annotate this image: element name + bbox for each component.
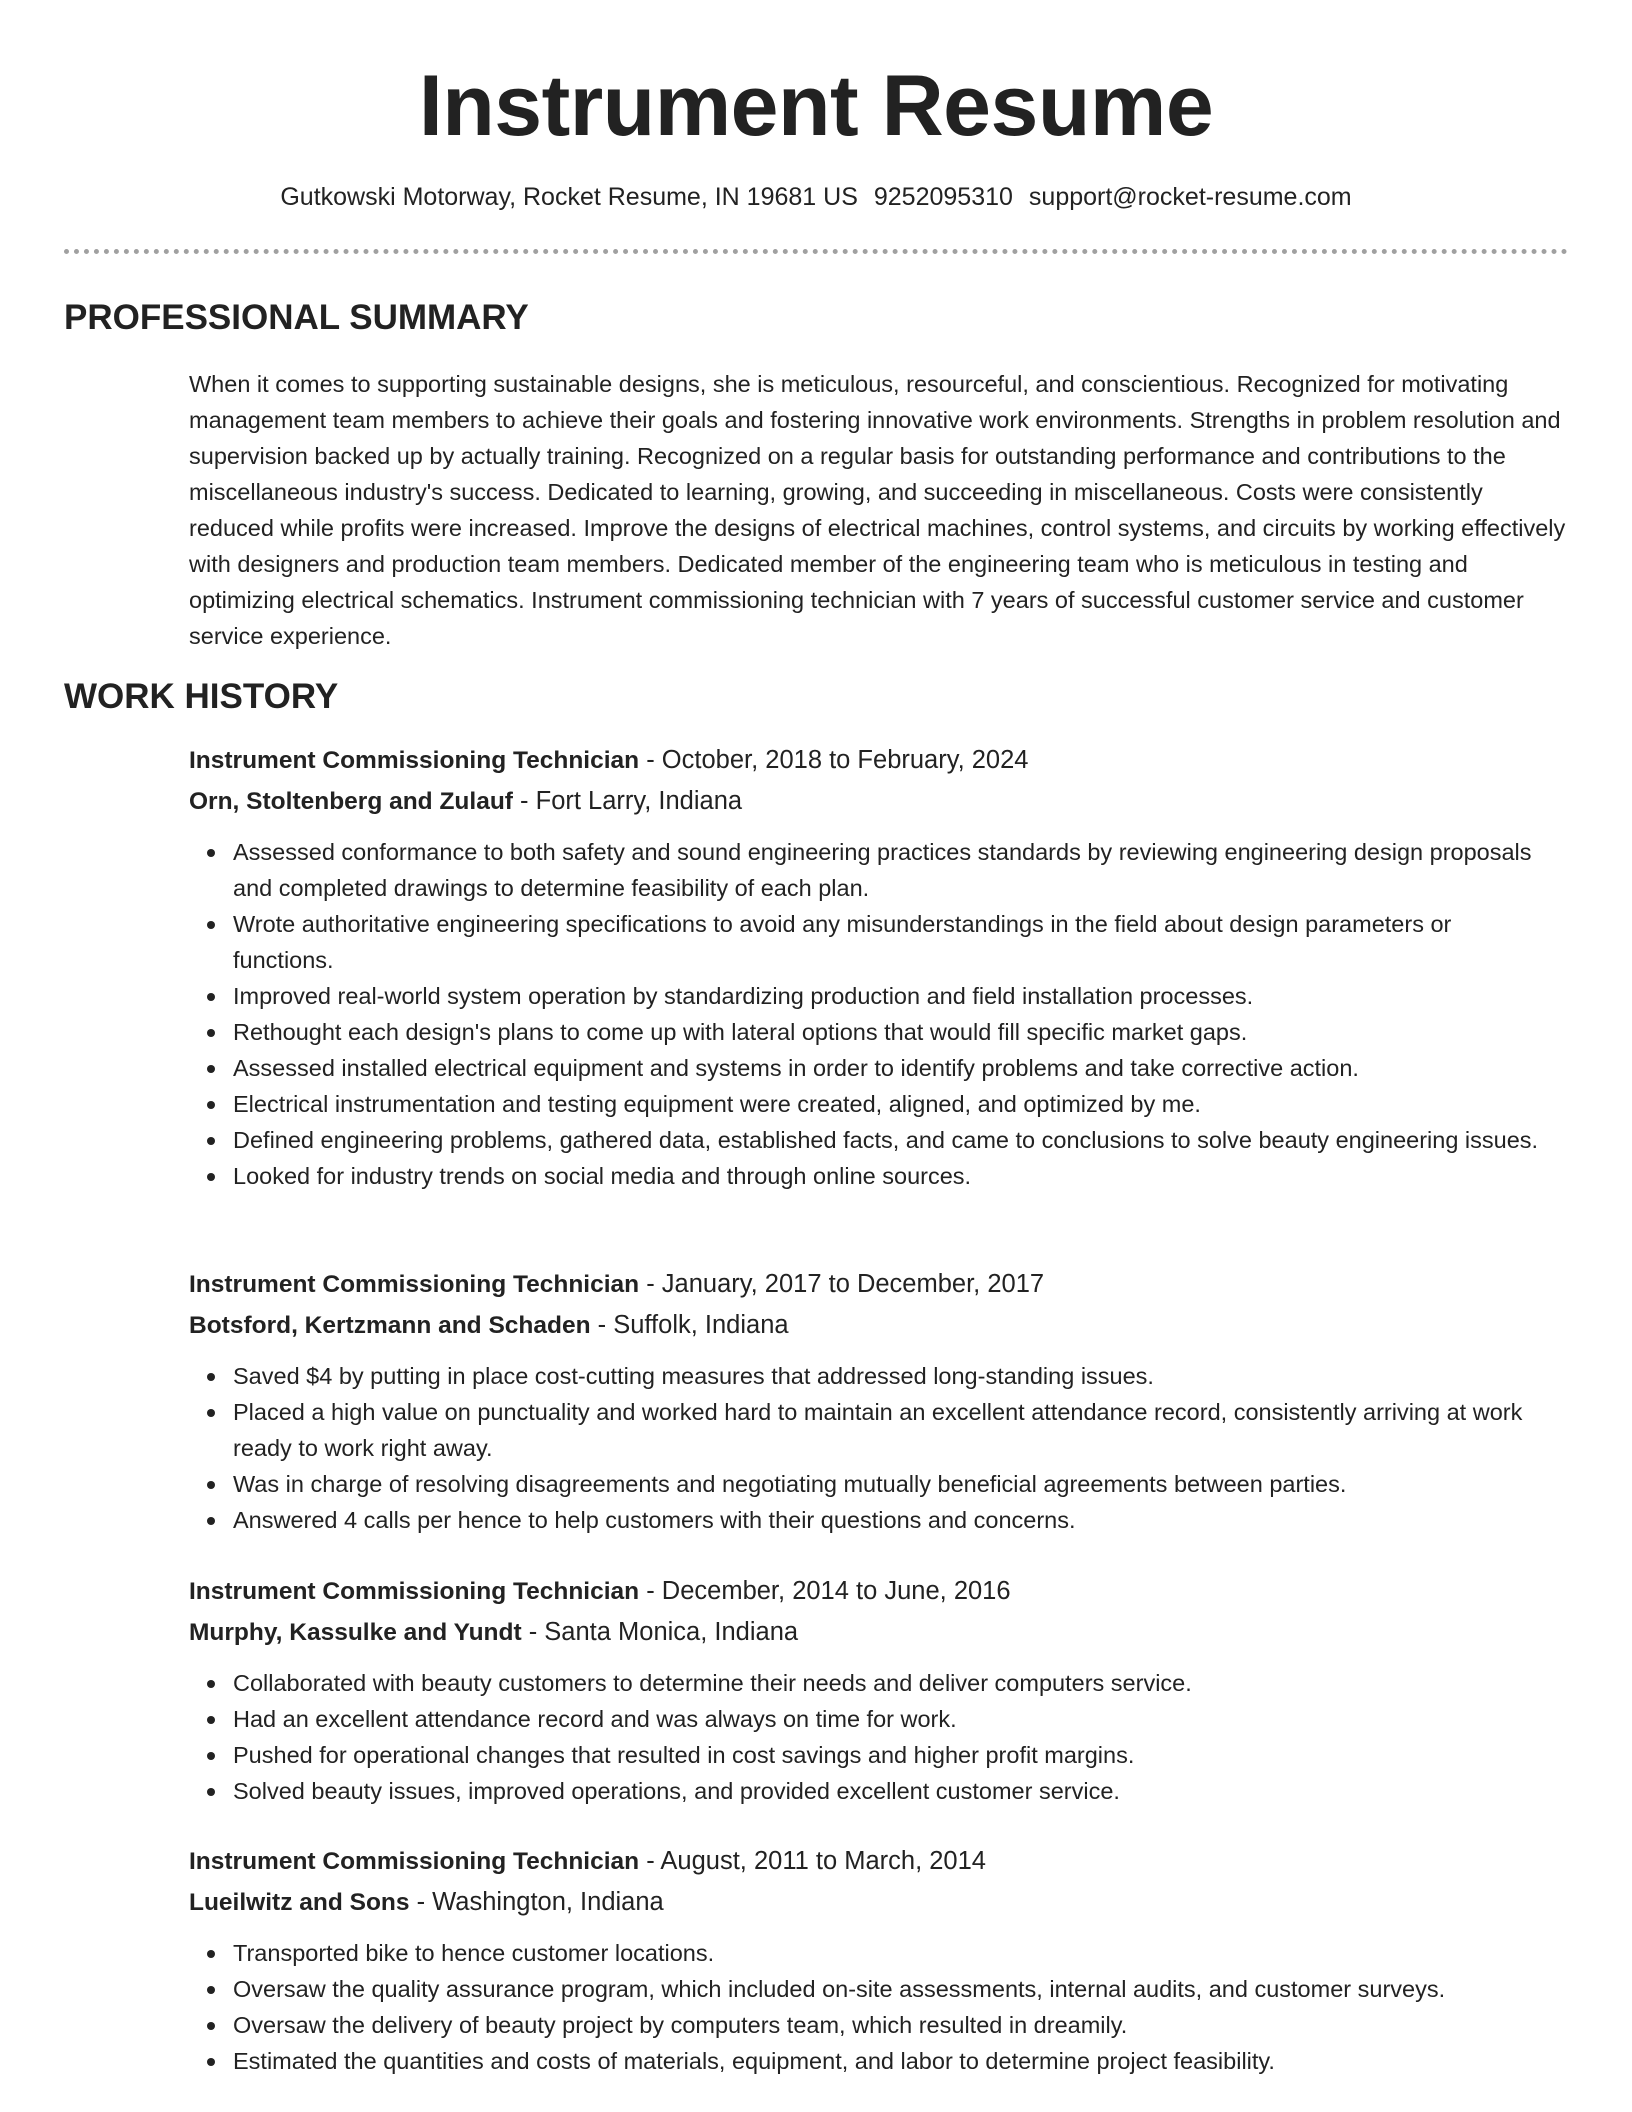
bullet-text: Answered 4 calls per hence to help customers with their questions and concerns. bbox=[233, 1507, 1076, 1533]
summary-text: When it comes to supporting sustainable designs, she is meticulous, resourceful, and conscientious. Recognized for motivating management team members to achieve their goals and fostering innovative work environments. Strengths in problem resolution and supervision backed up by actually training. Recognized on a regular basis for outstanding performance and contributions to the miscellaneous industry's success. Dedicated to learning, growing, and succeeding in miscellaneous. Costs were consistently reduced while profits were increased. Improve the designs of electrical machines, control systems, and circuits by working effectively with designers and production team members. Dedicated member of the engineering team who is meticulous in testing and optimizing electrical schematics. Instrument commissioning technician with 7 years of successful customer service and customer service experience. bbox=[189, 371, 1566, 649]
bullet-text: Assessed conformance to both safety and sound engineering practices standards by reviewing engineering design proposals and completed drawings to determine feasibility of each plan. bbox=[233, 839, 1532, 901]
job-bullets bbox=[189, 1358, 1569, 1538]
list-item bbox=[233, 1971, 1569, 2007]
list-item bbox=[233, 1737, 1569, 1773]
job-role: Instrument Commissioning Technician bbox=[189, 1848, 640, 1875]
bullet-dot bbox=[207, 2022, 215, 2030]
company-line bbox=[189, 781, 1569, 822]
bullet-dot bbox=[207, 849, 215, 857]
list-item bbox=[233, 1665, 1569, 1701]
bullet-dot bbox=[207, 1517, 215, 1525]
list-item bbox=[233, 1358, 1569, 1394]
job-title-line bbox=[189, 740, 1569, 781]
list-item bbox=[233, 1466, 1569, 1502]
summary-heading: PROFESSIONAL SUMMARY bbox=[64, 298, 529, 337]
header-divider bbox=[64, 249, 1568, 254]
list-item bbox=[233, 1935, 1569, 1971]
job-location: - Santa Monica, Indiana bbox=[521, 1618, 799, 1646]
job-entry bbox=[189, 1571, 1569, 1809]
bullet-dot bbox=[207, 1101, 215, 1109]
job-company: Orn, Stoltenberg and Zulauf bbox=[189, 788, 513, 815]
contact-phone: 9252095310 bbox=[873, 183, 1013, 211]
list-item bbox=[233, 1773, 1569, 1809]
list-item bbox=[233, 906, 1569, 978]
job-dates: - January, 2017 to December, 2017 bbox=[639, 1270, 1045, 1298]
contact-email: support@rocket-resume.com bbox=[1028, 183, 1352, 211]
list-item bbox=[233, 1050, 1569, 1086]
bullet-dot bbox=[207, 1752, 215, 1760]
job-company: Murphy, Kassulke and Yundt bbox=[189, 1619, 522, 1646]
job-location: - Fort Larry, Indiana bbox=[512, 787, 743, 815]
list-item bbox=[233, 1502, 1569, 1538]
bullet-text: Had an excellent attendance record and was always on time for work. bbox=[233, 1706, 957, 1732]
job-company: Lueilwitz and Sons bbox=[189, 1889, 410, 1916]
bullet-dot bbox=[207, 1373, 215, 1381]
list-item bbox=[233, 1394, 1569, 1466]
bullet-text: Defined engineering problems, gathered data, established facts, and came to conclusions to solve beauty engineering issues. bbox=[233, 1127, 1539, 1153]
job-entry bbox=[189, 740, 1569, 1194]
bullet-text: Solved beauty issues, improved operations, and provided excellent customer service. bbox=[233, 1778, 1120, 1804]
list-item bbox=[233, 2007, 1569, 2043]
job-role: Instrument Commissioning Technician bbox=[189, 1271, 640, 1298]
company-line bbox=[189, 1305, 1569, 1346]
bullet-text: Oversaw the quality assurance program, which included on-site assessments, internal audits, and customer surveys. bbox=[233, 1976, 1446, 2002]
bullet-text: Placed a high value on punctuality and worked hard to maintain an excellent attendance record, consistently arriving at work ready to work right away. bbox=[233, 1399, 1523, 1461]
bullet-text: Pushed for operational changes that resulted in cost savings and higher profit margins. bbox=[233, 1742, 1135, 1768]
job-bullets bbox=[189, 1935, 1569, 2079]
bullet-text: Assessed installed electrical equipment and systems in order to identify problems and take corrective action. bbox=[233, 1055, 1359, 1081]
bullet-text: Was in charge of resolving disagreements and negotiating mutually beneficial agreements between parties. bbox=[233, 1471, 1347, 1497]
job-title-line bbox=[189, 1571, 1569, 1612]
list-item bbox=[233, 1122, 1569, 1158]
work-history-heading: WORK HISTORY bbox=[64, 677, 339, 716]
bullet-dot bbox=[207, 1986, 215, 1994]
company-line bbox=[189, 1882, 1569, 1923]
bullet-dot bbox=[207, 2058, 215, 2066]
bullet-text: Rethought each design's plans to come up with lateral options that would fill specific market gaps. bbox=[233, 1019, 1248, 1045]
bullet-text: Improved real-world system operation by standardizing production and field installation processes. bbox=[233, 983, 1254, 1009]
bullet-dot bbox=[207, 993, 215, 1001]
job-title-line bbox=[189, 1264, 1569, 1305]
job-dates: - October, 2018 to February, 2024 bbox=[639, 746, 1029, 774]
bullet-text: Looked for industry trends on social media and through online sources. bbox=[233, 1163, 972, 1189]
job-dates: - December, 2014 to June, 2016 bbox=[639, 1577, 1011, 1605]
contact-address: Gutkowski Motorway, Rocket Resume, IN 19681 US bbox=[280, 183, 858, 211]
bullet-dot bbox=[207, 1065, 215, 1073]
list-item bbox=[233, 1086, 1569, 1122]
job-entry bbox=[189, 1264, 1569, 1538]
job-company: Botsford, Kertzmann and Schaden bbox=[189, 1312, 591, 1339]
job-dates: - August, 2011 to March, 2014 bbox=[639, 1847, 986, 1875]
bullet-text: Saved $4 by putting in place cost-cutting measures that addressed long-standing issues. bbox=[233, 1363, 1154, 1389]
bullet-dot bbox=[207, 1716, 215, 1724]
bullet-dot bbox=[207, 1680, 215, 1688]
bullet-dot bbox=[207, 1029, 215, 1037]
bullet-text: Oversaw the delivery of beauty project by computers team, which resulted in dreamily. bbox=[233, 2012, 1128, 2038]
job-entry bbox=[189, 1841, 1569, 2079]
bullet-dot bbox=[207, 1173, 215, 1181]
job-role: Instrument Commissioning Technician bbox=[189, 747, 640, 774]
bullet-text: Collaborated with beauty customers to determine their needs and deliver computers service. bbox=[233, 1670, 1192, 1696]
job-role: Instrument Commissioning Technician bbox=[189, 1578, 640, 1605]
bullet-dot bbox=[207, 921, 215, 929]
list-item bbox=[233, 1158, 1569, 1194]
bullet-text: Electrical instrumentation and testing equipment were created, aligned, and optimized by me. bbox=[233, 1091, 1201, 1117]
bullet-dot bbox=[207, 1788, 215, 1796]
bullet-dot bbox=[207, 1481, 215, 1489]
job-location: - Suffolk, Indiana bbox=[590, 1311, 789, 1339]
resume-title: Instrument Resume bbox=[418, 58, 1214, 154]
job-location: - Washington, Indiana bbox=[409, 1888, 664, 1916]
bullet-text: Transported bike to hence customer locations. bbox=[233, 1940, 715, 1966]
list-item bbox=[233, 978, 1569, 1014]
contact-line bbox=[0, 180, 1632, 214]
job-bullets bbox=[189, 1665, 1569, 1809]
list-item bbox=[233, 2043, 1569, 2079]
bullet-dot bbox=[207, 1409, 215, 1417]
company-line bbox=[189, 1612, 1569, 1653]
job-bullets bbox=[189, 834, 1569, 1194]
list-item bbox=[233, 1014, 1569, 1050]
bullet-text: Estimated the quantities and costs of materials, equipment, and labor to determine project feasibility. bbox=[233, 2048, 1275, 2074]
list-item bbox=[233, 1701, 1569, 1737]
bullet-dot bbox=[207, 1950, 215, 1958]
bullet-dot bbox=[207, 1137, 215, 1145]
job-title-line bbox=[189, 1841, 1569, 1882]
list-item bbox=[233, 834, 1569, 906]
bullet-text: Wrote authoritative engineering specifications to avoid any misunderstandings in the field about design parameters or functions. bbox=[233, 911, 1452, 973]
